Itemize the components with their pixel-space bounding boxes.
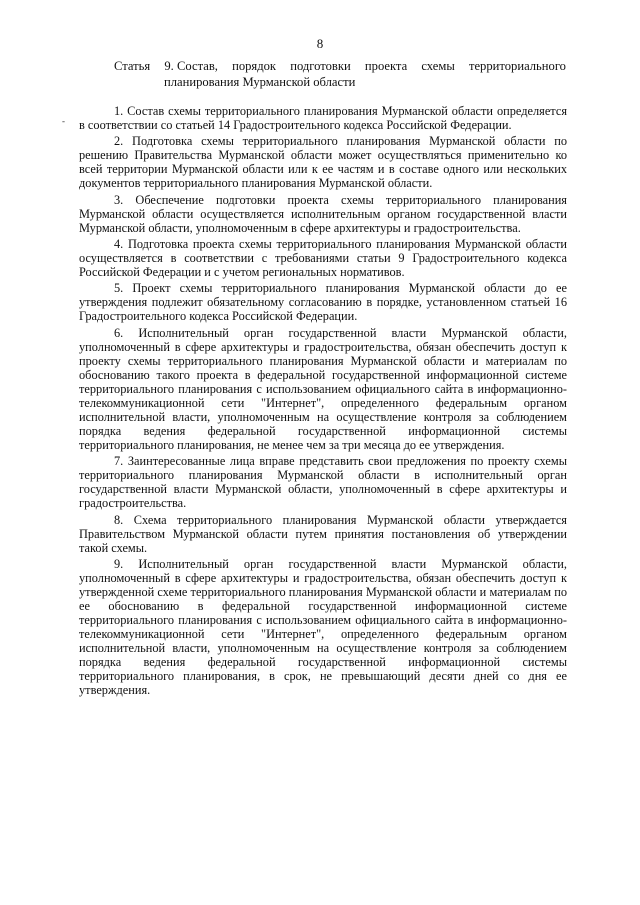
margin-mark: - — [62, 116, 65, 126]
heading-word: схемы — [421, 59, 455, 73]
paragraph-5: 5. Проект схемы территориального планирования Мурманской области до ее утверждения подлежит обязательному согласованию в порядке, установленном статьей 16 Градостроительного кодекса Российской Федерации. — [79, 281, 567, 324]
paragraph-8: 8. Схема территориального планирования Мурманской области утверждается Правительством Мурманской области путем принятия постановления об утверждении такой схемы. — [79, 512, 567, 555]
page-number: 8 — [316, 36, 324, 51]
heading-word: проекта — [364, 59, 408, 73]
paragraph-6: 6. Исполнительный орган государственной власти Мурманской области, уполномоченный в сфере архитектуры и градостроительства, обязан обеспечить доступ к проекту схемы территориального планирования Мурманской области и материалам по обоснованию такого проекта в федеральной государственной информационной системе территориального планирования с использованием официального сайта в информационно-телекоммуникационной сети "Интернет", определенного федеральным органом исполнительной власти, уполномоченным на осуществление контроля за соблюдением порядка ведения федеральной государственной информационной системы территориального планирования, не менее чем за три месяца до ее утверждения. — [79, 325, 567, 453]
heading-word: подготовки — [290, 59, 351, 73]
article-body — [79, 104, 567, 700]
paragraph-9: 9. Исполнительный орган государственной власти Мурманской области, уполномоченный в сфере архитектуры и градостроительства, обязан обеспечить доступ к утвержденной схеме территориального планирования Мурманской области и материалам по ее обоснованию в федеральной государственной информационной системе территориального планирования с использованием официального сайта в информационно-телекоммуникационной сети "Интернет", определенного федеральным органом исполнительной власти, уполномоченным на осуществление контроля за соблюдением порядка ведения федеральной государственной информационной системы территориального планирования, в срок, не превышающий десяти дней со дня ее утверждения. — [79, 556, 567, 698]
article-heading — [114, 59, 566, 90]
heading-word: территориального — [468, 59, 566, 73]
heading-word: Статья — [114, 59, 151, 73]
article-heading-line1 — [114, 59, 566, 75]
paragraph-2: 2. Подготовка схемы территориального планирования Мурманской области по решению Правительства Мурманской области может осуществляться применительно ко всей территории Мурманской области или к ее частям и в составе одного или нескольких документов территориального планирования Мурманской области. — [79, 134, 567, 191]
article-heading-line2: планирования Мурманской области — [164, 74, 356, 89]
paragraph-1: 1. Состав схемы территориального планирования Мурманской области определяется в соответствии со статьей 14 Градостроительного кодекса Российской Федерации. — [79, 104, 567, 133]
paragraph-7: 7. Заинтересованные лица вправе представить свои предложения по проекту схемы территориального планирования Мурманской области в исполнительный орган государственной власти Мурманской области, уполномоченный в сфере архитектуры и градостроительства. — [79, 454, 567, 511]
paragraph-3: 3. Обеспечение подготовки проекта схемы территориального планирования Мурманской области осуществляется исполнительным органом государственной власти Мурманской области, уполномоченным в сфере архитектуры и градостроительства. — [79, 192, 567, 235]
paragraph-4: 4. Подготовка проекта схемы территориального планирования Мурманской области осуществляется в соответствии с требованиями статьи 9 Градостроительного кодекса Российской Федерации и с учетом региональных нормативов. — [79, 236, 567, 280]
heading-word: порядок — [232, 59, 277, 73]
heading-word: 9. Состав, — [164, 59, 218, 73]
